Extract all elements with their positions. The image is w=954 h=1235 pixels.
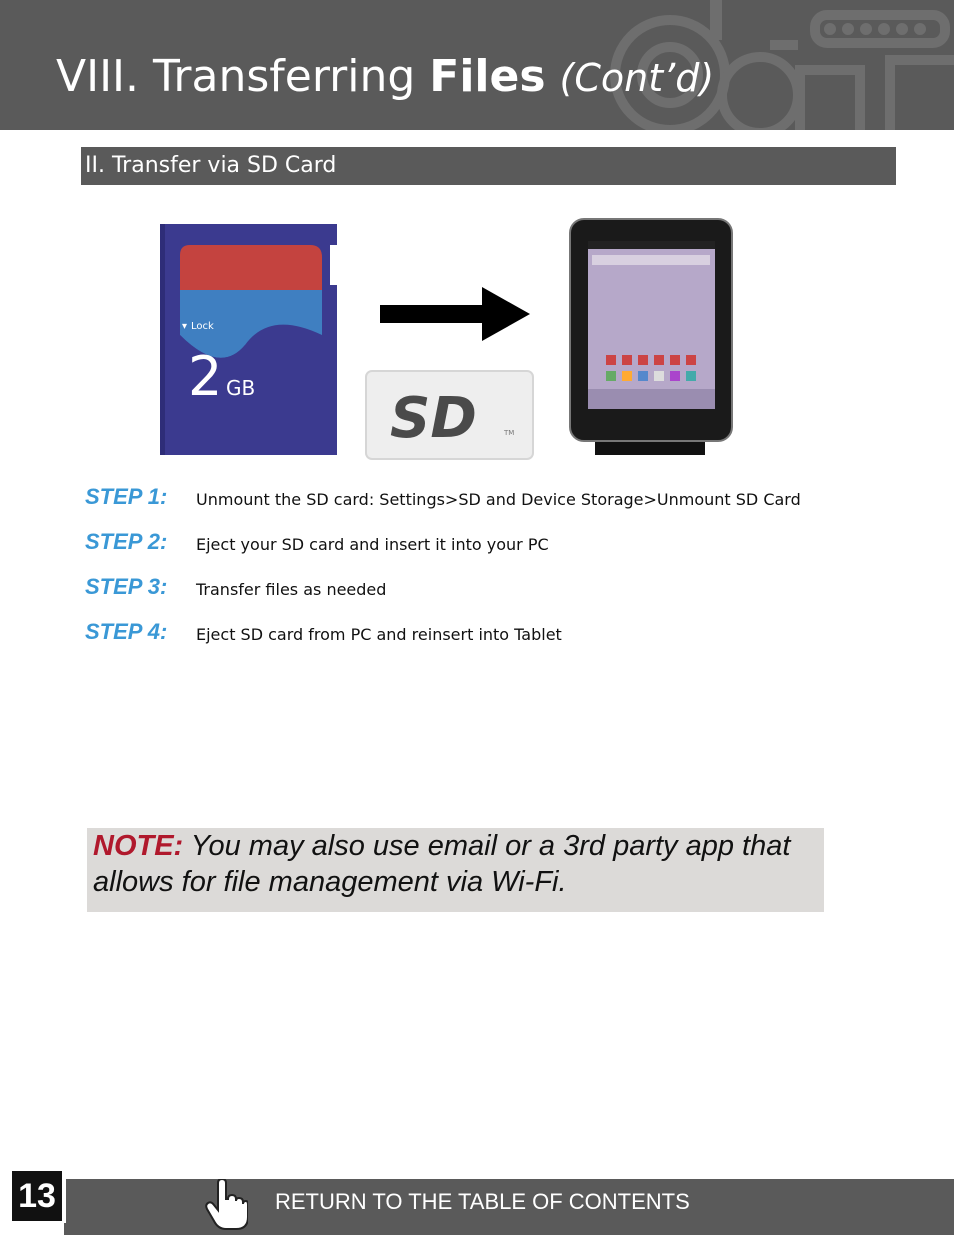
step-item <box>85 484 885 529</box>
sd-capacity: 2 <box>188 345 223 408</box>
step-text: Eject SD card from PC and reinsert into Tablet <box>196 625 562 644</box>
toc-link[interactable]: RETURN TO THE TABLE OF CONTENTS <box>275 1189 690 1214</box>
steps-list <box>85 484 885 664</box>
step-label: STEP 3: <box>85 574 168 599</box>
sd-logo-text: SD <box>390 386 477 451</box>
page-footer <box>0 1179 954 1235</box>
step-item <box>85 619 885 664</box>
page-title: VIII. Transferring Files (Cont’d) <box>56 51 715 102</box>
step-item <box>85 529 885 574</box>
sd-lock-label: Lock <box>191 321 214 332</box>
step-text: Eject your SD card and insert it into your PC <box>196 535 549 554</box>
transfer-illustration <box>160 215 760 465</box>
sd-capacity-unit: GB <box>226 376 256 400</box>
page-header <box>0 0 954 130</box>
note-label: NOTE: <box>93 830 184 862</box>
page-number-frame <box>8 1167 66 1223</box>
step-text: Unmount the SD card: Settings>SD and Device Storage>Unmount SD Card <box>196 490 801 509</box>
step-item <box>85 574 885 619</box>
page-number: 13 <box>12 1171 62 1221</box>
svg-text:▾: ▾ <box>182 321 188 332</box>
sd-logo-icon <box>366 371 533 459</box>
tablet-icon <box>570 219 732 455</box>
sd-logo-tm: TM <box>504 429 515 437</box>
step-label: STEP 4: <box>85 619 168 644</box>
note-text: You may also use email or a 3rd party app that allows for file management via Wi-Fi. <box>93 830 791 898</box>
page-title-bold: Files <box>429 51 546 102</box>
pointing-hand-icon[interactable] <box>204 1179 248 1231</box>
step-text: Transfer files as needed <box>196 580 387 599</box>
right-arrow-icon <box>380 287 530 341</box>
step-label: STEP 1: <box>85 484 168 509</box>
step-label: STEP 2: <box>85 529 168 554</box>
section-heading: II. Transfer via SD Card <box>81 147 896 185</box>
note-box <box>87 828 824 912</box>
sd-card-icon <box>160 224 337 455</box>
page-title-contd: (Cont’d) <box>559 56 715 100</box>
